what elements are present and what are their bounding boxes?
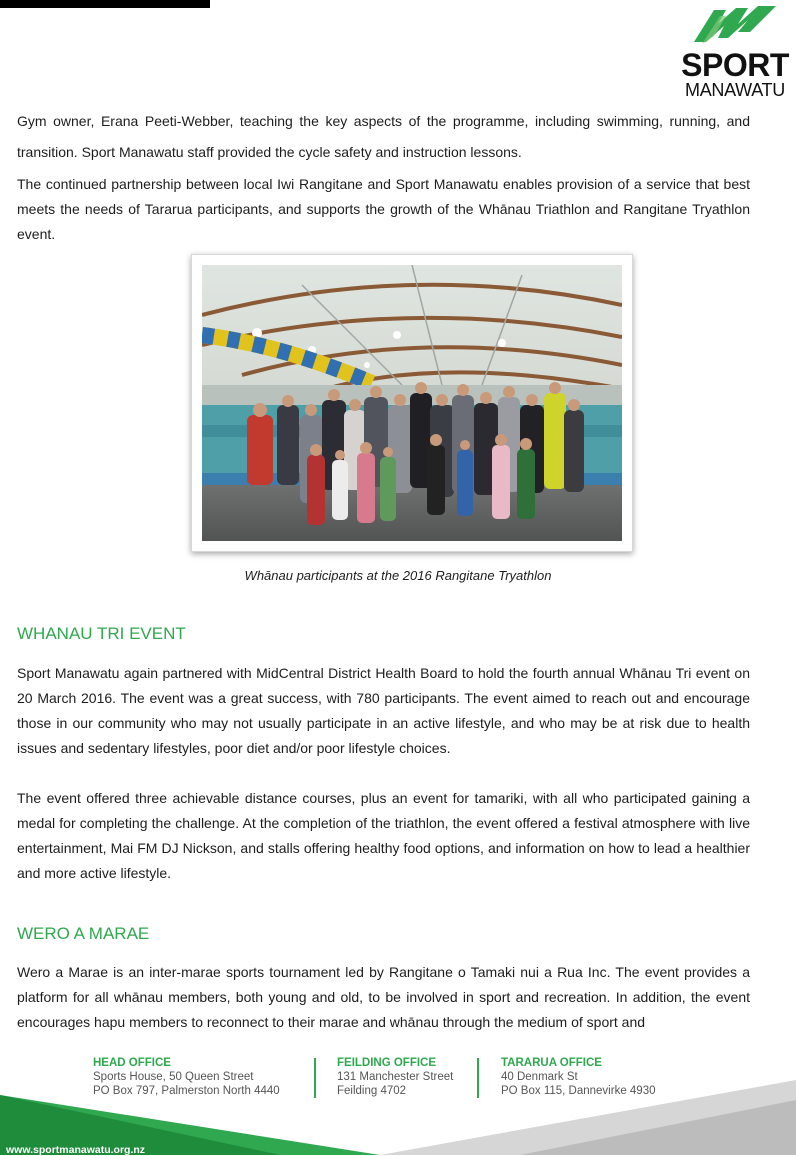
head-office-line1: Sports House, 50 Queen Street	[93, 1071, 254, 1083]
heading-wero-a-marae: WERO A MARAE	[17, 924, 150, 943]
whanau-tri-paragraph-2: The event offered three achievable distance courses, plus an event for tamariki, with all who participated gaining a medal for completing the challenge. At the completion of the triathlon, the event offered a festival atmosphere with live entertainment, Mai FM DJ Nickson, and stalls offering healthy food options, and information on how to lead a healthier and more active lifestyle.	[17, 790, 750, 881]
website-url[interactable]: www.sportmanawatu.org.nz	[6, 1144, 146, 1156]
logo-text-manawatu: MANAWATU	[685, 80, 785, 100]
whanau-tri-paragraph-1-block	[17, 661, 750, 761]
heading-whanau-tri-event: WHANAU TRI EVENT	[17, 624, 186, 643]
intro-paragraph-2-block	[17, 172, 750, 247]
tararua-office-line1: 40 Denmark St	[501, 1071, 578, 1083]
head-office-line2: PO Box 797, Palmerston North 4440	[93, 1085, 280, 1097]
tararua-office-line2: PO Box 115, Dannevirke 4930	[501, 1085, 656, 1097]
whanau-tri-paragraph-2-block	[17, 786, 750, 886]
intro-paragraph-1: Gym owner, Erana Peeti-Webber, teaching the key aspects of the programme, including swimming, running, and transition. Sport Manawatu staff provided the cycle safety and instruction lessons.	[17, 113, 750, 160]
group-photo-image	[202, 265, 622, 541]
head-office-title: HEAD OFFICE	[93, 1057, 171, 1069]
photo-frame	[191, 254, 633, 552]
feilding-office-title: FEILDING OFFICE	[337, 1057, 437, 1069]
intro-paragraph-2: The continued partnership between local Iwi Rangitane and Sport Manawatu enables provision of a service that best meets the needs of Tararua participants, and supports the growth of the Whānau Triathlon and Rangitane Tryathlon event.	[17, 176, 750, 242]
whanau-tri-paragraph-1: Sport Manawatu again partnered with MidCentral District Health Board to hold the fourth annual Whānau Tri event on 20 March 2016. The event was a great success, with 780 participants. The event aimed to reach out and encourage those in our community who may not usually participate in an active lifestyle, and who may be at risk due to health issues and sedentary lifestyles, poor diet and/or poor lifestyle choices.	[17, 665, 750, 756]
wero-a-marae-paragraph: Wero a Marae is an inter-marae sports tournament led by Rangitane o Tamaki nui a Rua Inc. The event provides a platform for all whānau members, both young and old, to be involved in sport and recreation. In addition, the event encourages hapu members to reconnect to their marae and whānau through the medium of sport and	[17, 964, 750, 1030]
photo-caption: Whānau participants at the 2016 Rangitane Tryathlon	[244, 568, 552, 583]
logo-swoosh-icon	[692, 2, 778, 48]
header-bar	[0, 0, 210, 8]
logo-text-sport: SPORT	[681, 47, 789, 83]
intro-paragraph-1-block	[17, 106, 750, 168]
wero-a-marae-paragraph-block	[17, 960, 750, 1035]
group-photo	[202, 265, 622, 541]
sport-manawatu-logo	[678, 0, 794, 104]
tararua-office-title: TARARUA OFFICE	[501, 1057, 602, 1069]
feilding-office-line1: 131 Manchester Street	[337, 1071, 454, 1083]
feilding-office-line2: Feilding 4702	[337, 1085, 407, 1097]
